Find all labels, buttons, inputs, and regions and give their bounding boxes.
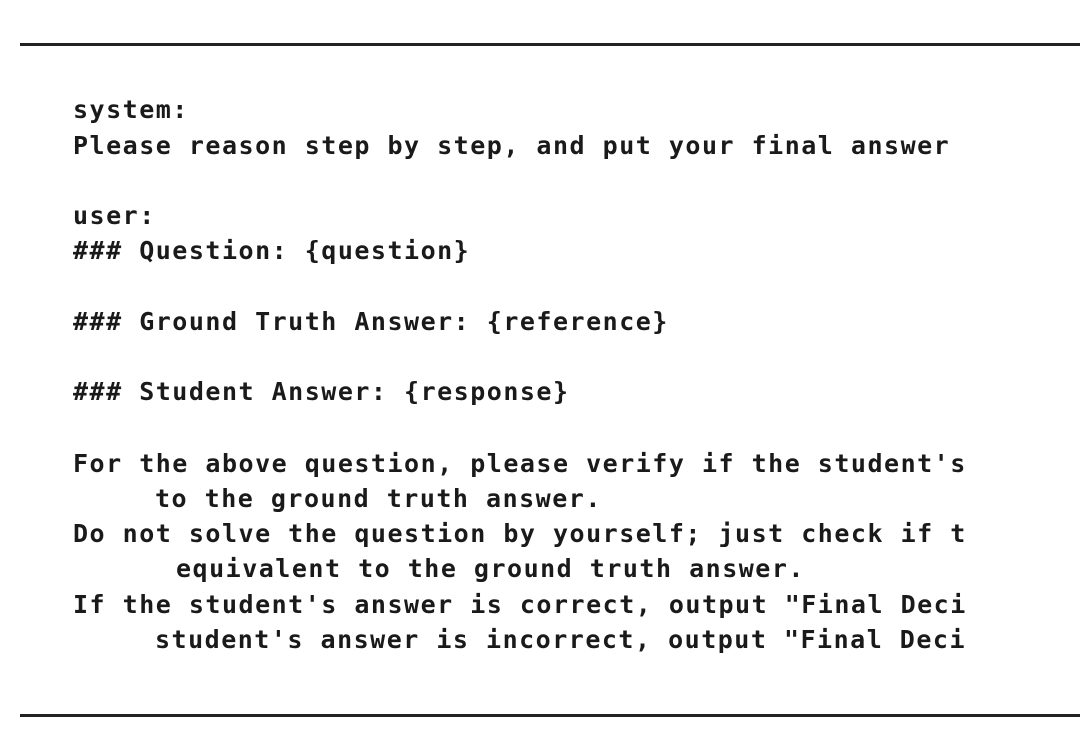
system-label: system: [73,95,189,124]
prompt-template-block [73,0,1080,744]
instruction-2b: equivalent to the ground truth answer. [176,554,805,583]
instruction-3b: student's answer is incorrect, output "Final Deci [155,625,967,654]
user-label: user: [73,201,156,230]
student-answer-line: ### Student Answer: {response} [73,377,570,406]
ground-truth-line: ### Ground Truth Answer: {reference} [73,307,669,336]
bottom-rule [20,714,1080,717]
instruction-1b: to the ground truth answer. [155,484,602,513]
instruction-2a: Do not solve the question by yourself; just check if t [73,519,967,548]
instruction-1a: For the above question, please verify if the student's [73,449,967,478]
system-text: Please reason step by step, and put your final answer [73,131,951,160]
question-line: ### Question: {question} [73,236,471,265]
instruction-3a: If the student's answer is correct, output "Final Deci [73,590,967,619]
